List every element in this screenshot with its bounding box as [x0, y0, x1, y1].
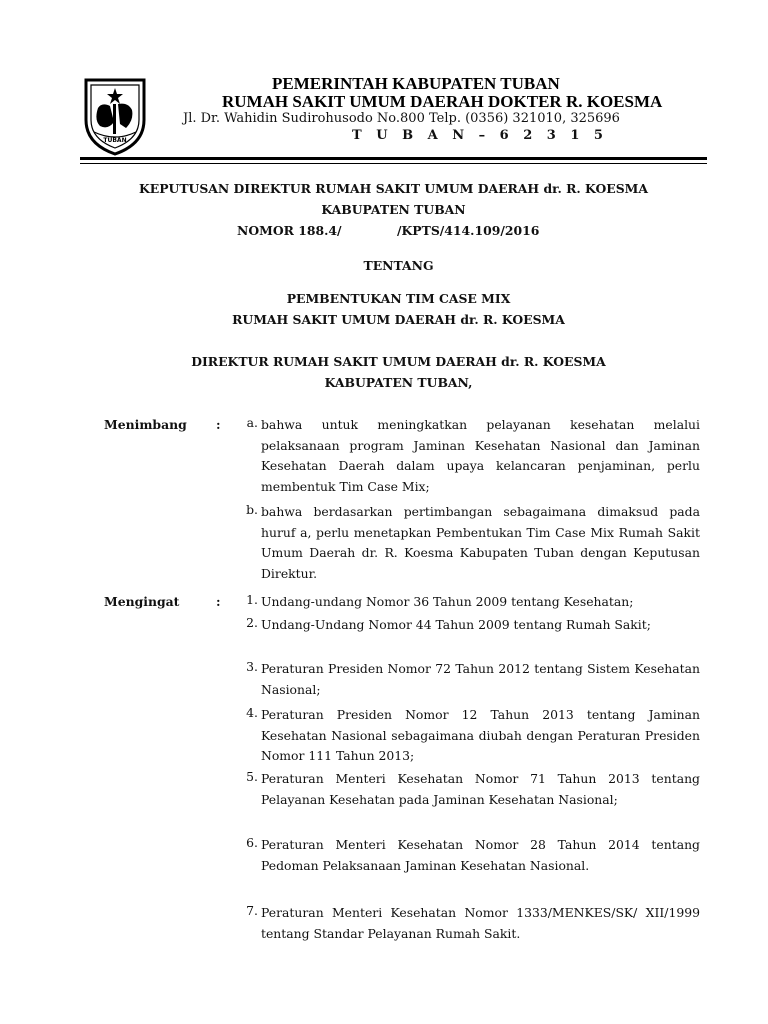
item-text: bahwa berdasarkan pertimbangan sebagaimana dimaksud pada huruf a, perlu menetapkan Pembentukan Tim Case Mix Rumah Sakit Umum Daerah dr. R. Koesma Kabupaten Tuban dengan Keputusan Direktur.: [261, 504, 700, 581]
section-label-mengingat: Mengingat: [104, 594, 180, 609]
mengingat-item: [230, 615, 700, 636]
item-text: Peraturan Menteri Kesehatan Nomor 1333/MENKES/SK/ XII/1999 tentang Standar Pelayanan Rumah Sakit.: [261, 905, 700, 941]
item-text: Peraturan Menteri Kesehatan Nomor 71 Tahun 2013 tentang Pelayanan Kesehatan pada Jaminan Kesehatan Nasional;: [261, 771, 700, 807]
decree-number-left: NOMOR 188.4/: [237, 223, 342, 238]
letterhead-rule-thick: [80, 157, 707, 160]
mengingat-item: [230, 705, 700, 767]
decree-issuer-line2: KABUPATEN TUBAN,: [324, 375, 473, 390]
item-marker: 3.: [246, 659, 258, 674]
item-marker: 1.: [246, 592, 258, 607]
item-text: Undang-Undang Nomor 44 Tahun 2009 tentang Rumah Sakit;: [261, 617, 651, 632]
item-text: Peraturan Presiden Nomor 72 Tahun 2012 tentang Sistem Kesehatan Nasional;: [261, 661, 700, 697]
mengingat-item: [230, 659, 700, 700]
decree-subject-line2: RUMAH SAKIT UMUM DAERAH dr. R. KOESMA: [232, 312, 565, 327]
item-marker: a.: [246, 415, 258, 430]
section-colon-menimbang: :: [216, 417, 221, 432]
org-address: Jl. Dr. Wahidin Sudirohusodo No.800 Telp. (0356) 321010, 325696: [183, 111, 620, 126]
org-name-line2: RUMAH SAKIT UMUM DAERAH DOKTER R. KOESMA: [222, 92, 663, 111]
item-marker: 2.: [246, 615, 258, 630]
item-marker: 4.: [246, 705, 258, 720]
mengingat-item: [230, 769, 700, 810]
decree-issuer-line1: DIREKTUR RUMAH SAKIT UMUM DAERAH dr. R. KOESMA: [191, 354, 606, 369]
section-label-menimbang: Menimbang: [104, 417, 187, 432]
emblem-text: TUBAN: [103, 137, 127, 144]
org-city-postcode: T U B A N – 6 2 3 1 5: [352, 128, 608, 143]
section-colon-mengingat: :: [216, 594, 221, 609]
item-marker: 5.: [246, 769, 258, 784]
tuban-regency-emblem-icon: [80, 74, 150, 156]
item-text: Peraturan Menteri Kesehatan Nomor 28 Tahun 2014 tentang Pedoman Pelaksanaan Jaminan Kesehatan Nasional.: [261, 837, 700, 873]
mengingat-item: [230, 903, 700, 944]
item-marker: b.: [246, 502, 258, 517]
item-text: bahwa untuk meningkatkan pelayanan kesehatan melalui pelaksanaan program Jaminan Kesehatan Nasional dan Jaminan Kesehatan Daerah dalam upaya kelancaran penjaminan, perlu membentuk Tim Case Mix;: [261, 417, 700, 494]
decree-tentang: TENTANG: [363, 258, 434, 273]
mengingat-item: [230, 835, 700, 876]
menimbang-item: [230, 415, 700, 497]
item-text: Undang-undang Nomor 36 Tahun 2009 tentang Kesehatan;: [261, 594, 634, 609]
decree-title-line2: KABUPATEN TUBAN: [321, 202, 466, 217]
decree-subject-line1: PEMBENTUKAN TIM CASE MIX: [286, 291, 511, 306]
decree-title-line1: KEPUTUSAN DIREKTUR RUMAH SAKIT UMUM DAERAH dr. R. KOESMA: [138, 181, 648, 196]
item-marker: 7.: [246, 903, 258, 918]
item-marker: 6.: [246, 835, 258, 850]
decree-number-right: /KPTS/414.109/2016: [397, 223, 540, 238]
letterhead-rule-thin: [80, 163, 707, 164]
org-name-line1: PEMERINTAH KABUPATEN TUBAN: [272, 74, 560, 93]
mengingat-item: [230, 592, 700, 613]
menimbang-item: [230, 502, 700, 584]
item-text: Peraturan Presiden Nomor 12 Tahun 2013 tentang Jaminan Kesehatan Nasional sebagaimana diubah dengan Peraturan Presiden Nomor 111 Tahun 2013;: [261, 707, 700, 763]
